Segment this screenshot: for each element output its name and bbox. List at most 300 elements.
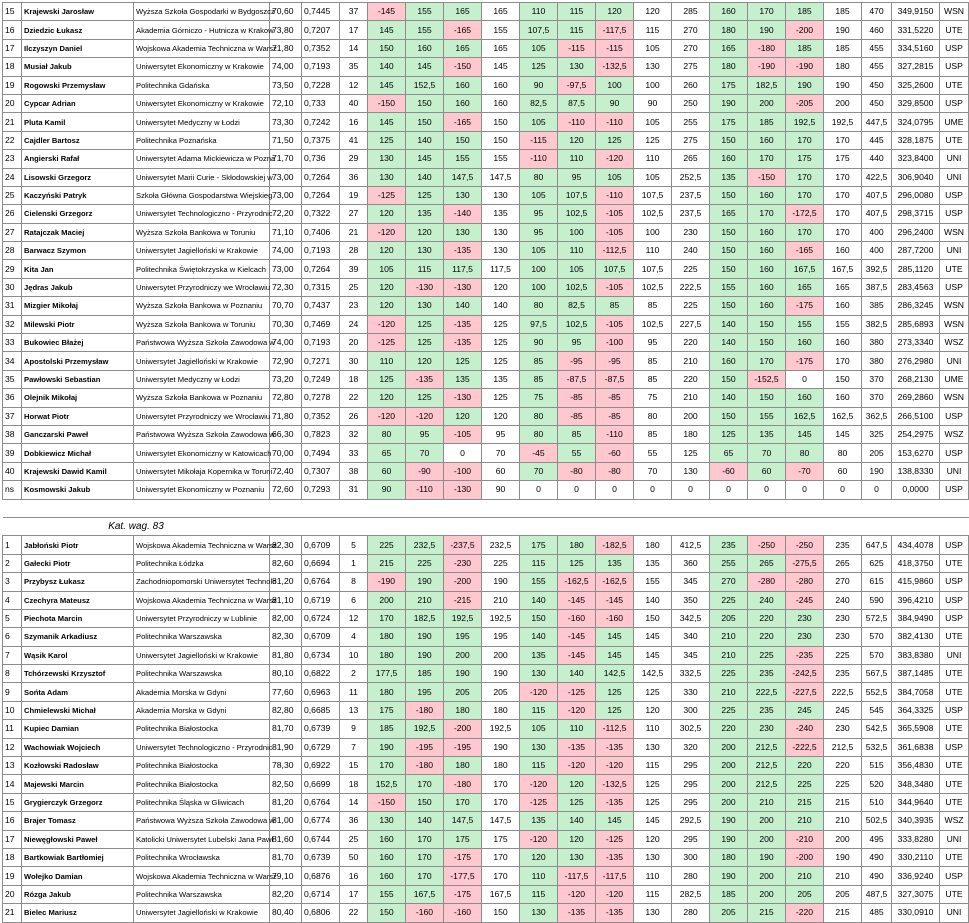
- bench-1-cell: 175: [520, 536, 558, 554]
- squat-best-cell: 190: [482, 573, 520, 591]
- points-cell: 286,3245: [892, 297, 940, 315]
- bodyweight-cell: 71,70: [270, 150, 302, 168]
- bench-best-cell: 0: [634, 481, 672, 499]
- deadlift-2-cell: 150: [748, 334, 786, 352]
- place-cell: 5: [3, 609, 22, 627]
- place-cell: 26: [3, 205, 22, 223]
- team-code-cell: UTE: [940, 793, 969, 811]
- deadlift-2-cell: -250: [748, 536, 786, 554]
- total-cell: 485: [862, 904, 892, 922]
- coefficient-cell: 0,7242: [302, 113, 340, 131]
- university-cell: Wojskowa Akademia Techniczna w Warsz: [134, 536, 270, 554]
- squat-best-cell: 155: [482, 21, 520, 39]
- bodyweight-cell: 81,10: [270, 591, 302, 609]
- table-row: [3, 186, 969, 204]
- coefficient-cell: 0,6685: [302, 701, 340, 719]
- bodyweight-cell: 82,60: [270, 554, 302, 572]
- bench-1-cell: -120: [520, 683, 558, 701]
- squat-3-cell: -130: [444, 389, 482, 407]
- bench-best-cell: 100: [634, 223, 672, 241]
- bench-1-cell: 82,5: [520, 94, 558, 112]
- deadlift-3-cell: 170: [786, 131, 824, 149]
- points-cell: 418,3750: [892, 554, 940, 572]
- deadlift-best-cell: 170: [824, 223, 862, 241]
- bench-2-cell: 105: [558, 260, 596, 278]
- bench-3-cell: 90: [596, 94, 634, 112]
- squat-2-cell: -130: [406, 278, 444, 296]
- deadlift-2-cell: 200: [748, 812, 786, 830]
- deadlift-1-cell: 200: [710, 793, 748, 811]
- bench-2-cell: 87,5: [558, 94, 596, 112]
- total-cell: 470: [862, 3, 892, 21]
- university-cell: Uniwersytet Adama Mickiewicza w Pozna: [134, 150, 270, 168]
- deadlift-3-cell: -280: [786, 573, 824, 591]
- lot-number-cell: 26: [340, 407, 368, 425]
- table-row: [3, 444, 969, 462]
- total-cell: 440: [862, 150, 892, 168]
- points-cell: 396,4210: [892, 591, 940, 609]
- place-cell: 13: [3, 757, 22, 775]
- place-cell: 11: [3, 720, 22, 738]
- squat-best-cell: 190: [482, 665, 520, 683]
- university-cell: Politechnika Świętokrzyska w Kielcach: [134, 260, 270, 278]
- subtotal-cell: 265: [672, 150, 710, 168]
- deadlift-2-cell: 190: [748, 21, 786, 39]
- total-cell: 615: [862, 573, 892, 591]
- squat-1-cell: 160: [368, 830, 406, 848]
- team-code-cell: USP: [940, 867, 969, 885]
- place-cell: 16: [3, 812, 22, 830]
- deadlift-best-cell: 160: [824, 297, 862, 315]
- bench-3-cell: 125: [596, 131, 634, 149]
- deadlift-1-cell: 225: [710, 665, 748, 683]
- squat-best-cell: 60: [482, 462, 520, 480]
- table-row: [3, 315, 969, 333]
- coefficient-cell: 0,7193: [302, 58, 340, 76]
- bench-best-cell: 155: [634, 573, 672, 591]
- subtotal-cell: 270: [672, 21, 710, 39]
- deadlift-best-cell: 80: [824, 444, 862, 462]
- lifter-name-cell: Pluta Kamil: [22, 113, 134, 131]
- squat-2-cell: 120: [406, 352, 444, 370]
- bench-3-cell: 120: [596, 3, 634, 21]
- coefficient-cell: 0,6699: [302, 775, 340, 793]
- total-cell: 380: [862, 352, 892, 370]
- total-cell: 487,5: [862, 885, 892, 903]
- deadlift-3-cell: -200: [786, 848, 824, 866]
- deadlift-2-cell: 220: [748, 628, 786, 646]
- university-cell: Uniwersytet Ekonomiczny w Poznaniu: [134, 481, 270, 499]
- bench-1-cell: 70: [520, 462, 558, 480]
- bench-2-cell: 85: [558, 425, 596, 443]
- bench-3-cell: -87,5: [596, 370, 634, 388]
- deadlift-3-cell: 170: [786, 223, 824, 241]
- coefficient-cell: 0,6963: [302, 683, 340, 701]
- deadlift-1-cell: 150: [710, 260, 748, 278]
- bench-1-cell: 105: [520, 242, 558, 260]
- subtotal-cell: 295: [672, 757, 710, 775]
- bench-2-cell: 125: [558, 554, 596, 572]
- team-code-cell: USP: [940, 573, 969, 591]
- deadlift-3-cell: 245: [786, 701, 824, 719]
- bodyweight-cell: 81,70: [270, 720, 302, 738]
- deadlift-3-cell: 0: [786, 481, 824, 499]
- subtotal-cell: 220: [672, 370, 710, 388]
- deadlift-best-cell: 60: [824, 462, 862, 480]
- team-code-cell: USP: [940, 536, 969, 554]
- squat-2-cell: 167,5: [406, 885, 444, 903]
- subtotal-cell: 252,5: [672, 168, 710, 186]
- deadlift-2-cell: 240: [748, 591, 786, 609]
- table-row: [3, 830, 969, 848]
- bodyweight-cell: 81,00: [270, 812, 302, 830]
- total-cell: 490: [862, 848, 892, 866]
- coefficient-cell: 0,6764: [302, 573, 340, 591]
- university-cell: Politechnika Białostocka: [134, 720, 270, 738]
- total-cell: 532,5: [862, 738, 892, 756]
- deadlift-best-cell: 222,5: [824, 683, 862, 701]
- bench-3-cell: -182,5: [596, 536, 634, 554]
- squat-best-cell: 95: [482, 425, 520, 443]
- coefficient-cell: 0,7228: [302, 76, 340, 94]
- lifter-name-cell: Grygierczyk Grzegorz: [22, 793, 134, 811]
- university-cell: Szkoła Główna Gospodarstwa Wiejskieg: [134, 186, 270, 204]
- deadlift-2-cell: 170: [748, 205, 786, 223]
- place-cell: 15: [3, 3, 22, 21]
- bodyweight-cell: 73,50: [270, 76, 302, 94]
- lifter-name-cell: Kupiec Damian: [22, 720, 134, 738]
- subtotal-cell: 330: [672, 683, 710, 701]
- bodyweight-cell: 81,80: [270, 646, 302, 664]
- bench-3-cell: 125: [596, 701, 634, 719]
- team-code-cell: USP: [940, 94, 969, 112]
- bench-best-cell: 125: [634, 775, 672, 793]
- university-cell: Wojskowa Akademia Techniczna w Warsz: [134, 591, 270, 609]
- bench-1-cell: 80: [520, 297, 558, 315]
- deadlift-3-cell: 175: [786, 150, 824, 168]
- table-row: [3, 904, 969, 922]
- squat-3-cell: -130: [444, 278, 482, 296]
- lot-number-cell: 14: [340, 793, 368, 811]
- bench-best-cell: 142,5: [634, 665, 672, 683]
- bench-2-cell: -160: [558, 609, 596, 627]
- deadlift-3-cell: 145: [786, 425, 824, 443]
- place-cell: 4: [3, 591, 22, 609]
- place-cell: 30: [3, 278, 22, 296]
- place-cell: 29: [3, 260, 22, 278]
- lot-number-cell: 39: [340, 260, 368, 278]
- total-cell: 567,5: [862, 665, 892, 683]
- coefficient-cell: 0,7278: [302, 389, 340, 407]
- subtotal-cell: 295: [672, 793, 710, 811]
- bench-3-cell: 125: [596, 683, 634, 701]
- table-row: [3, 407, 969, 425]
- deadlift-1-cell: 150: [710, 370, 748, 388]
- bench-3-cell: 85: [596, 297, 634, 315]
- table-row: [3, 775, 969, 793]
- place-cell: 3: [3, 573, 22, 591]
- squat-1-cell: 125: [368, 131, 406, 149]
- bench-3-cell: -112,5: [596, 242, 634, 260]
- bodyweight-cell: 72,10: [270, 94, 302, 112]
- points-cell: 415,9860: [892, 573, 940, 591]
- bench-best-cell: 145: [634, 812, 672, 830]
- bench-1-cell: 130: [520, 904, 558, 922]
- bench-1-cell: 115: [520, 885, 558, 903]
- deadlift-best-cell: 200: [824, 830, 862, 848]
- squat-1-cell: -150: [368, 793, 406, 811]
- subtotal-cell: 180: [672, 425, 710, 443]
- bench-best-cell: 115: [634, 757, 672, 775]
- points-cell: 383,8380: [892, 646, 940, 664]
- deadlift-best-cell: 235: [824, 536, 862, 554]
- deadlift-1-cell: 220: [710, 720, 748, 738]
- squat-2-cell: 150: [406, 94, 444, 112]
- total-cell: 205: [862, 444, 892, 462]
- squat-best-cell: 135: [482, 370, 520, 388]
- deadlift-1-cell: 210: [710, 646, 748, 664]
- lifter-name-cell: Musiał Jakub: [22, 58, 134, 76]
- subtotal-cell: 292,5: [672, 812, 710, 830]
- category-label: Kat. wag. 83: [3, 517, 270, 535]
- squat-best-cell: 130: [482, 223, 520, 241]
- bodyweight-cell: 82,50: [270, 775, 302, 793]
- lot-number-cell: 31: [340, 481, 368, 499]
- lot-number-cell: 32: [340, 425, 368, 443]
- place-cell: 21: [3, 904, 22, 922]
- bench-3-cell: 0: [596, 481, 634, 499]
- subtotal-cell: 300: [672, 848, 710, 866]
- bench-1-cell: 90: [520, 334, 558, 352]
- squat-1-cell: 180: [368, 683, 406, 701]
- points-cell: 273,3340: [892, 334, 940, 352]
- total-cell: 407,5: [862, 205, 892, 223]
- points-cell: 387,1485: [892, 665, 940, 683]
- bench-3-cell: -115: [596, 39, 634, 57]
- bench-1-cell: 125: [520, 58, 558, 76]
- team-code-cell: UME: [940, 113, 969, 131]
- lot-number-cell: 18: [340, 775, 368, 793]
- bodyweight-cell: 74,00: [270, 242, 302, 260]
- bodyweight-cell: 82,80: [270, 701, 302, 719]
- university-cell: Politechnika Warszawska: [134, 885, 270, 903]
- deadlift-1-cell: 135: [710, 168, 748, 186]
- deadlift-1-cell: 180: [710, 21, 748, 39]
- university-cell: Politechnika Wrocławska: [134, 848, 270, 866]
- bench-2-cell: -95: [558, 352, 596, 370]
- squat-best-cell: 120: [482, 278, 520, 296]
- table-row: [3, 609, 969, 627]
- bench-best-cell: 110: [634, 867, 672, 885]
- lot-number-cell: 24: [340, 315, 368, 333]
- team-code-cell: USP: [940, 205, 969, 223]
- lot-number-cell: 23: [340, 297, 368, 315]
- points-cell: 382,4130: [892, 628, 940, 646]
- bench-best-cell: 125: [634, 131, 672, 149]
- squat-1-cell: 225: [368, 536, 406, 554]
- bodyweight-cell: 80,10: [270, 665, 302, 683]
- squat-2-cell: 170: [406, 848, 444, 866]
- bench-best-cell: 140: [634, 591, 672, 609]
- university-cell: Politechnika Białostocka: [134, 757, 270, 775]
- university-cell: Politechnika Warszawska: [134, 628, 270, 646]
- squat-3-cell: -150: [444, 58, 482, 76]
- squat-2-cell: 70: [406, 444, 444, 462]
- total-cell: 450: [862, 76, 892, 94]
- deadlift-best-cell: 210: [824, 812, 862, 830]
- bodyweight-cell: 70,00: [270, 444, 302, 462]
- university-cell: Akademia Górniczo - Hutnicza w Krakow: [134, 21, 270, 39]
- team-code-cell: USP: [940, 609, 969, 627]
- team-code-cell: UTE: [940, 76, 969, 94]
- deadlift-best-cell: 160: [824, 334, 862, 352]
- place-cell: 20: [3, 885, 22, 903]
- bench-3-cell: 145: [596, 628, 634, 646]
- university-cell: Uniwersytet Ekonomiczny w Krakowie: [134, 58, 270, 76]
- bench-3-cell: 145: [596, 812, 634, 830]
- lot-number-cell: 36: [340, 812, 368, 830]
- squat-2-cell: -90: [406, 462, 444, 480]
- bench-2-cell: -145: [558, 646, 596, 664]
- squat-3-cell: 165: [444, 3, 482, 21]
- subtotal-cell: 210: [672, 352, 710, 370]
- total-cell: 490: [862, 867, 892, 885]
- deadlift-1-cell: 150: [710, 407, 748, 425]
- lot-number-cell: 22: [340, 389, 368, 407]
- place-cell: 23: [3, 150, 22, 168]
- bottom-results-body: [3, 536, 969, 922]
- lifter-name-cell: Sońta Adam: [22, 683, 134, 701]
- total-cell: 455: [862, 58, 892, 76]
- university-cell: Uniwersytet Jagielloński w Krakowie: [134, 904, 270, 922]
- squat-best-cell: 125: [482, 315, 520, 333]
- bodyweight-cell: 74,00: [270, 58, 302, 76]
- deadlift-1-cell: 225: [710, 591, 748, 609]
- lot-number-cell: 12: [340, 76, 368, 94]
- subtotal-cell: 360: [672, 554, 710, 572]
- lot-number-cell: 4: [340, 628, 368, 646]
- coefficient-cell: 0,7469: [302, 315, 340, 333]
- coefficient-cell: 0,7352: [302, 39, 340, 57]
- bench-2-cell: -145: [558, 591, 596, 609]
- lifter-name-cell: Dobkiewicz Michał: [22, 444, 134, 462]
- bench-2-cell: -120: [558, 701, 596, 719]
- bodyweight-cell: 73,80: [270, 21, 302, 39]
- bench-1-cell: -120: [520, 775, 558, 793]
- bodyweight-cell: 78,30: [270, 757, 302, 775]
- deadlift-best-cell: 165: [824, 278, 862, 296]
- total-cell: 545: [862, 701, 892, 719]
- bench-1-cell: 105: [520, 39, 558, 57]
- bench-best-cell: 102,5: [634, 205, 672, 223]
- coefficient-cell: 0,7207: [302, 21, 340, 39]
- squat-best-cell: 170: [482, 793, 520, 811]
- squat-best-cell: 120: [482, 407, 520, 425]
- points-cell: 285,6893: [892, 315, 940, 333]
- deadlift-1-cell: 140: [710, 334, 748, 352]
- place-cell: 38: [3, 425, 22, 443]
- coefficient-cell: 0,6739: [302, 848, 340, 866]
- university-cell: Uniwersytet Technologiczno - Przyrodnic: [134, 205, 270, 223]
- deadlift-2-cell: 222,5: [748, 683, 786, 701]
- place-cell: 21: [3, 113, 22, 131]
- bench-3-cell: -135: [596, 848, 634, 866]
- squat-3-cell: 180: [444, 757, 482, 775]
- bench-best-cell: 85: [634, 352, 672, 370]
- subtotal-cell: 225: [672, 297, 710, 315]
- lifter-name-cell: Cypcar Adrian: [22, 94, 134, 112]
- subtotal-cell: 225: [672, 260, 710, 278]
- squat-best-cell: 160: [482, 76, 520, 94]
- lifter-name-cell: Rogowski Przemysław: [22, 76, 134, 94]
- bench-3-cell: 142,5: [596, 665, 634, 683]
- deadlift-1-cell: 270: [710, 573, 748, 591]
- squat-2-cell: 130: [406, 242, 444, 260]
- bench-best-cell: 105: [634, 39, 672, 57]
- bodyweight-cell: 73,00: [270, 260, 302, 278]
- bench-3-cell: -132,5: [596, 775, 634, 793]
- squat-2-cell: -135: [406, 370, 444, 388]
- points-cell: 348,3480: [892, 775, 940, 793]
- deadlift-3-cell: 160: [786, 389, 824, 407]
- table-row: [3, 370, 969, 388]
- bodyweight-cell: 72,90: [270, 352, 302, 370]
- bench-2-cell: 55: [558, 444, 596, 462]
- squat-3-cell: -105: [444, 425, 482, 443]
- squat-best-cell: 150: [482, 904, 520, 922]
- bench-best-cell: 100: [634, 76, 672, 94]
- bench-3-cell: -110: [596, 113, 634, 131]
- table-row: [3, 591, 969, 609]
- bench-1-cell: -45: [520, 444, 558, 462]
- deadlift-1-cell: 175: [710, 76, 748, 94]
- bench-2-cell: 120: [558, 131, 596, 149]
- squat-best-cell: 225: [482, 554, 520, 572]
- squat-1-cell: 175: [368, 701, 406, 719]
- subtotal-cell: 210: [672, 389, 710, 407]
- university-cell: Wyższa Szkoła Bankowa w Toruniu: [134, 315, 270, 333]
- deadlift-2-cell: 150: [748, 389, 786, 407]
- deadlift-best-cell: 167,5: [824, 260, 862, 278]
- bench-best-cell: 115: [634, 885, 672, 903]
- deadlift-2-cell: 190: [748, 848, 786, 866]
- squat-best-cell: 190: [482, 738, 520, 756]
- squat-1-cell: 170: [368, 609, 406, 627]
- place-cell: 1: [3, 536, 22, 554]
- points-cell: 296,2400: [892, 223, 940, 241]
- deadlift-best-cell: 210: [824, 867, 862, 885]
- squat-2-cell: 125: [406, 389, 444, 407]
- deadlift-2-cell: 160: [748, 131, 786, 149]
- squat-3-cell: -135: [444, 334, 482, 352]
- bench-1-cell: 95: [520, 223, 558, 241]
- deadlift-best-cell: 170: [824, 352, 862, 370]
- squat-best-cell: 147,5: [482, 812, 520, 830]
- lot-number-cell: 38: [340, 462, 368, 480]
- deadlift-best-cell: 170: [824, 168, 862, 186]
- squat-3-cell: 155: [444, 150, 482, 168]
- table-row: [3, 425, 969, 443]
- deadlift-1-cell: 180: [710, 848, 748, 866]
- squat-3-cell: -177,5: [444, 867, 482, 885]
- bodyweight-cell: 72,40: [270, 462, 302, 480]
- deadlift-3-cell: -240: [786, 720, 824, 738]
- bench-3-cell: -120: [596, 757, 634, 775]
- squat-3-cell: 147,5: [444, 168, 482, 186]
- deadlift-2-cell: 212,5: [748, 757, 786, 775]
- deadlift-best-cell: 170: [824, 186, 862, 204]
- team-code-cell: USP: [940, 58, 969, 76]
